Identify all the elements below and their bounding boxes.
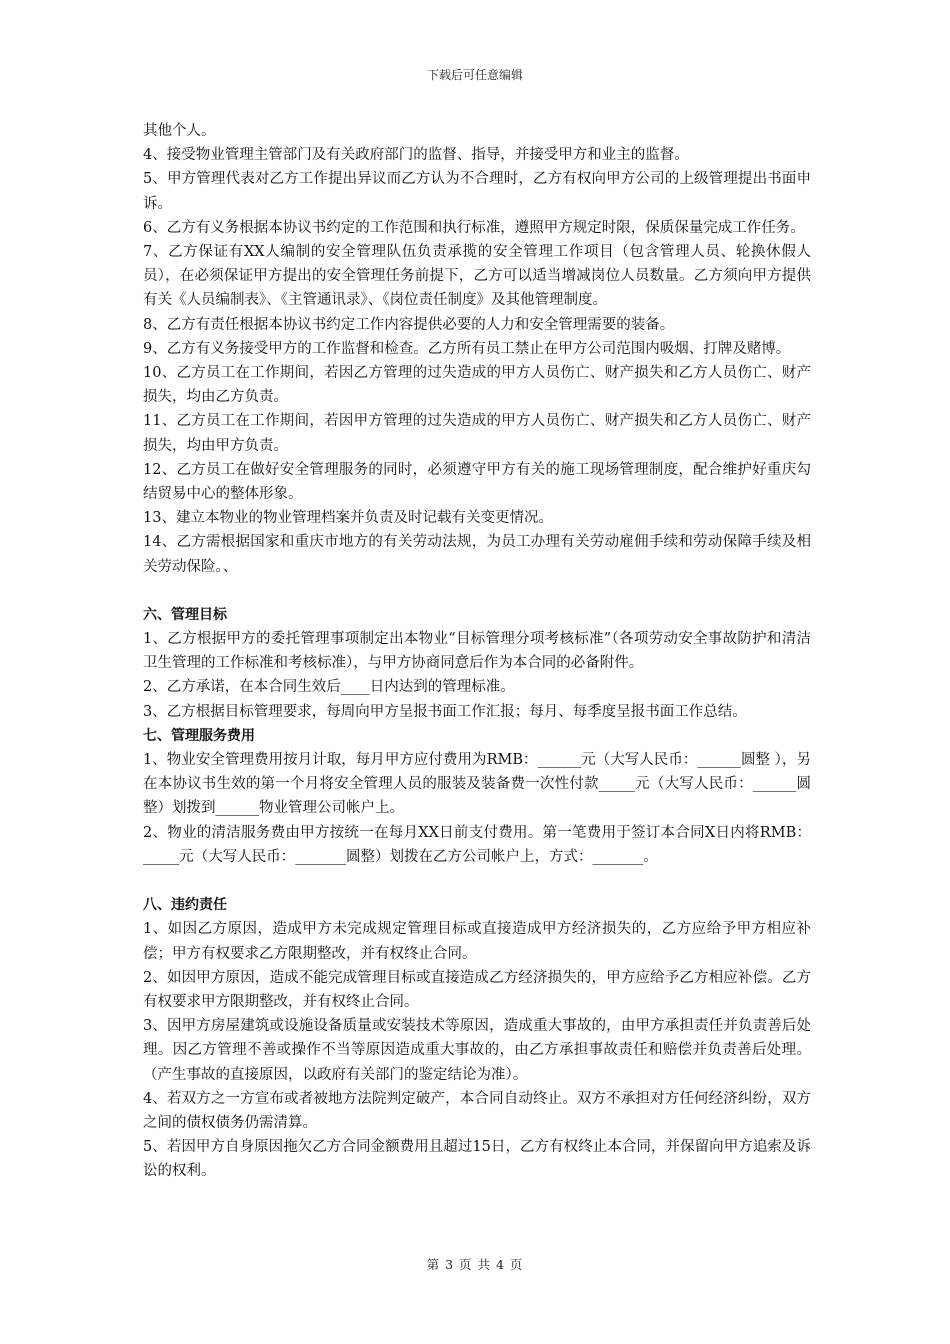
paragraph: 13、建立本物业的物业管理档案并负责及时记载有关变更情况。 [143,510,553,527]
paragraph: 5、若因甲方自身原因拖欠乙方合同金额费用且超过15日，乙方有权终止本合同，并保留向甲方追索及诉讼的权利。 [143,1139,811,1180]
paragraph: 12、乙方员工在做好安全管理服务的同时，必须遵守甲方有关的施工现场管理制度，配合维护好重庆勾结贸易中心的整体形象。 [143,461,811,503]
paragraph: 3、因甲方房屋建筑或设施设备质量或安装技术等原因，造成重大事故的，由甲方承担责任并负责善后处理。因乙方管理不善或操作不当等原因造成重大事故的，由乙方承担事故责任和赔偿并负责善后处理。（产生事故的直接原因，以政府有关部门的鉴定结论为准）。 [143,1018,811,1083]
paragraph: 2、乙方承诺，在本合同生效后____日内达到的管理标准。 [143,679,515,696]
document-body [143,119,811,1184]
paragraph: 1、物业安全管理费用按月计取，每月甲方应付费用为RMB：______元（大写人民币：______圆整 ），另在本协议书生效的第一个月将安全管理人员的服装及装备费一次性付款_____元（大写人民币：______圆整）划拨到______物业管理公司帐户上。 [143,752,811,817]
section-spacer [143,579,811,603]
paragraph: 8、乙方有责任根据本协议书约定工作内容提供必要的人力和安全管理需要的装备。 [143,316,675,333]
paragraph: 1、乙方根据甲方的委托管理事项制定出本物业“目标管理分项考核标准”（各项劳动安全事故防护和清洁卫生管理的工作标准和考核标准），与甲方协商同意后作为本合同的必备附件。 [143,631,811,672]
paragraph: 1、如因乙方原因，造成甲方未完成规定管理目标或直接造成甲方经济损失的，乙方应给予甲方相应补偿；甲方有权要求乙方限期整改，并有权终止合同。 [143,921,811,962]
paragraph: 10、乙方员工在工作期间，若因乙方管理的过失造成的甲方人员伤亡、财产损失和乙方人员伤亡、财产损失，均由乙方负责。 [143,365,811,406]
paragraph: 2、如因甲方原因，造成不能完成管理目标或直接造成乙方经济损失的，甲方应给予乙方相应补偿。乙方有权要求甲方限期整改，并有权终止合同。 [143,969,811,1010]
paragraph: 6、乙方有义务根据本协议书约定的工作范围和执行标准，遵照甲方规定时限，保质保量完成工作任务。 [143,219,805,236]
section-heading-management-goals: 六、管理目标 [143,606,227,623]
section-heading-service-fees: 七、管理服务费用 [143,727,255,744]
paragraph: 11、乙方员工在工作期间，若因甲方管理的过失造成的甲方人员伤亡、财产损失和乙方人员伤亡、财产损失，均由甲方负责。 [143,413,811,454]
page-footer: 第 3 页 共 4 页 [426,1257,524,1272]
paragraph: 4、若双方之一方宣布或者被地方法院判定破产，本合同自动终止。双方不承担对方任何经济纠纷，双方之间的债权债务仍需清算。 [143,1090,811,1131]
section-heading-liability: 八、违约责任 [143,897,227,914]
paragraph: 7、乙方保证有XX人编制的安全管理队伍负责承揽的安全管理工作项目（包含管理人员、轮换休假人员），在必须保证甲方提出的安全管理任务前提下，乙方可以适当增减岗位人员数量。乙方须向甲方提供有关《人员编制表》、《主管通讯录》、《岗位责任制度》及其他管理制度。 [143,244,811,309]
paragraph: 3、乙方根据目标管理要求，每周向甲方呈报书面工作汇报；每月、每季度呈报书面工作总结。 [143,703,747,720]
paragraph: 5、甲方管理代表对乙方工作提出异议而乙方认为不合理时，乙方有权向甲方公司的上级管理提出书面申诉。 [143,171,811,212]
paragraph: 9、乙方有义务接受甲方的工作监督和检查。乙方所有员工禁止在甲方公司范围内吸烟、打牌及赌博。 [143,340,791,357]
paragraph: 其他个人。 [143,123,216,139]
paragraph: 14、乙方需根据国家和重庆市地方的有关劳动法规，为员工办理有关劳动雇佣手续和劳动保障手续及相关劳动保险。、 [143,534,811,575]
paragraph: 4、接受物业管理主管部门及有关政府部门的监督、指导，并接受甲方和业主的监督。 [143,147,689,164]
paragraph: 2、物业的清洁服务费由甲方按统一在每月XX日前支付费用。第一笔费用于签订本合同X日内将RMB：_____元（大写人民币：_______圆整）划拨在乙方公司帐户上，方式：_______。 [143,824,811,865]
section-spacer [143,869,811,893]
page-header: 下载后可任意编辑 [426,68,523,82]
